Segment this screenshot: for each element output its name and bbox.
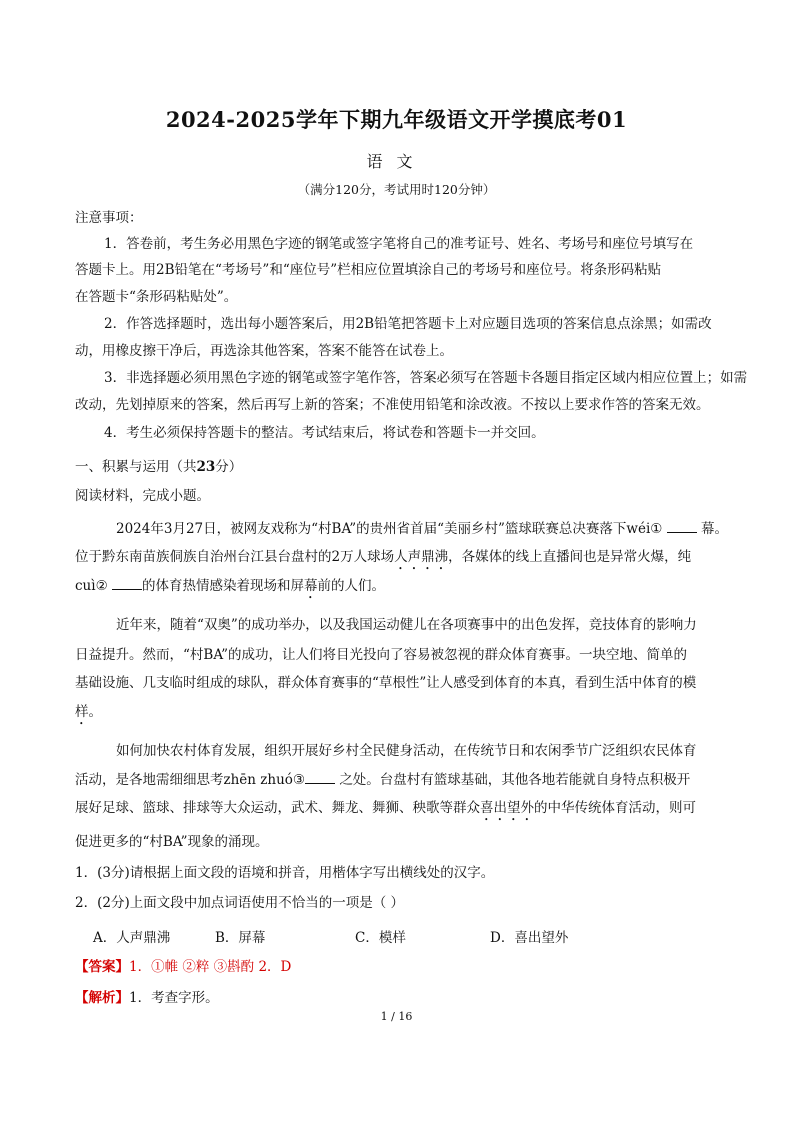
answer-line [75, 957, 291, 977]
option-a[interactable]: A．人声鼎沸 [93, 930, 171, 946]
notice-line: 2．作答选择题时，选出每小题答案后，用2B铅笔把答题卡上对应题目选项的答案信息点涂黑；如需改 [104, 316, 712, 332]
notice-line: 4．考生必须保持答题卡的整洁。考试结束后，将试卷和答题卡一并交回。 [104, 425, 545, 441]
passage-line [75, 798, 696, 824]
notice-line: 在答题卡“条形码粘贴处”。 [75, 289, 238, 305]
passage-line: 近年来，随着“双奥”的成功举办，以及我国运动健儿在各项赛事中的出色发挥，竞技体育的影响力 [116, 617, 697, 633]
notice-line: 改动，先划掉原来的答案，然后再写上新的答案；不准使用铅笔和涂改液。不按以上要求作答的答案无效。 [75, 397, 710, 413]
passage-text: 之处。台盘村有篮球基础，其他各地若能就自身特点积极开 [339, 772, 691, 788]
passage-text: ，各媒体的线上直播间也是异常火爆，纯 [448, 549, 692, 565]
answer-label: 【答案】 [75, 959, 129, 975]
option-c[interactable]: C．模样 [355, 930, 406, 946]
subject-heading: 语文 [366, 152, 427, 171]
option-d[interactable]: D．喜出望外 [490, 930, 569, 946]
notice-line: 动，用橡皮擦干净后，再选涂其他答案，答案不能答在试卷上。 [75, 343, 453, 359]
notice-line: 1．答卷前，考生务必用黑色字迹的钢笔或签字笔将自己的准考证号、姓名、考场号和座位号填写在 [104, 236, 694, 252]
notice-line: 3．非选择题必须用黑色字迹的钢笔或签字笔作答，答案必须写在答题卡各题目指定区域内相应位置上；如需 [104, 370, 748, 386]
analysis-label: 【解析】 [75, 990, 129, 1006]
passage-text: 位于黔东南苗族侗族自治州台江县台盘村的2万人球场 [75, 549, 395, 565]
passage-text: 。 [88, 704, 102, 720]
option-b[interactable]: B．屏幕 [215, 930, 266, 946]
passage-text: 前的人们。 [317, 578, 385, 594]
passage-text: 的中华传统体育活动，则可 [534, 800, 696, 816]
passage-text: 的体育热情感染着现场和屏 [141, 578, 304, 594]
passage-line: 如何加快农村体育发展，组织开展好乡村全民健身活动，在传统节日和农闲季节广泛组织农民体育 [116, 743, 697, 759]
answer-blank[interactable] [305, 771, 335, 784]
dotted-word: 样 [75, 704, 89, 720]
dotted-word: 喜出望外 [480, 800, 534, 816]
analysis-text: 1．考查字形。 [129, 990, 219, 1006]
answer-blank[interactable] [667, 520, 697, 533]
passage-line [75, 547, 691, 573]
instruction: 阅读材料，完成小题。 [75, 488, 210, 504]
answer-text: 1．①帷 ②粹 ③斟酌 2．D [129, 959, 292, 975]
exam-meta: （满分120分，考试用时120分钟） [297, 182, 496, 197]
section-heading-c: 分） [215, 459, 243, 475]
passage-line [116, 519, 728, 539]
passage-text: 展好足球、篮球、排球等大众运动，武术、舞龙、舞狮、秧歌等群众 [75, 800, 480, 816]
passage-line [75, 770, 690, 790]
section-score: 23 [196, 459, 216, 475]
notice-line: 答题卡上。用2B铅笔在“考场号”和“座位号”栏相应位置填涂自己的考场号和座位号。将条形码粘贴 [75, 262, 662, 278]
dotted-word: 幕 [303, 578, 318, 594]
passage-text: 活动，是各地需细细思考zhēn zhuó③ [75, 772, 306, 788]
section-heading [75, 457, 242, 477]
section-heading-a: 一、积累与运用（共 [75, 459, 197, 475]
answer-blank[interactable] [112, 577, 142, 590]
dotted-word: 人声鼎沸 [394, 549, 449, 565]
passage-text: 2024年3月27日，被网友戏称为“村BA”的贵州省首届“美丽乡村”篮球联赛总决赛落下wéi① [116, 521, 663, 537]
passage-line [75, 576, 385, 602]
question-2: 2．(2分)上面文段中加点词语使用不恰当的一项是（ ） [75, 895, 405, 911]
passage-line: 日益提升。然而，“村BA”的成功，让人们将目光投向了容易被忽视的群众体育赛事。一块空地、简单的 [75, 647, 687, 663]
page-number: 1 / 16 [380, 1010, 413, 1023]
passage-text: cuì② [75, 578, 108, 594]
passage-text: 幕。 [700, 521, 728, 537]
passage-line: 促进更多的“村BA”现象的涌现。 [75, 834, 269, 850]
passage-line: 基础设施、几支临时组成的球队，群众体育赛事的“草根性”让人感受到体育的本真，看到生活中体育的模 [75, 675, 697, 691]
question-1: 1．(3分)请根据上面文段的语境和拼音，用楷体字写出横线处的汉字。 [75, 865, 495, 881]
page-title: 2024-2025学年下期九年级语文开学摸底考01 [165, 107, 628, 132]
passage-line [75, 702, 102, 728]
analysis-line [75, 988, 219, 1008]
notice-heading: 注意事项： [75, 210, 143, 226]
